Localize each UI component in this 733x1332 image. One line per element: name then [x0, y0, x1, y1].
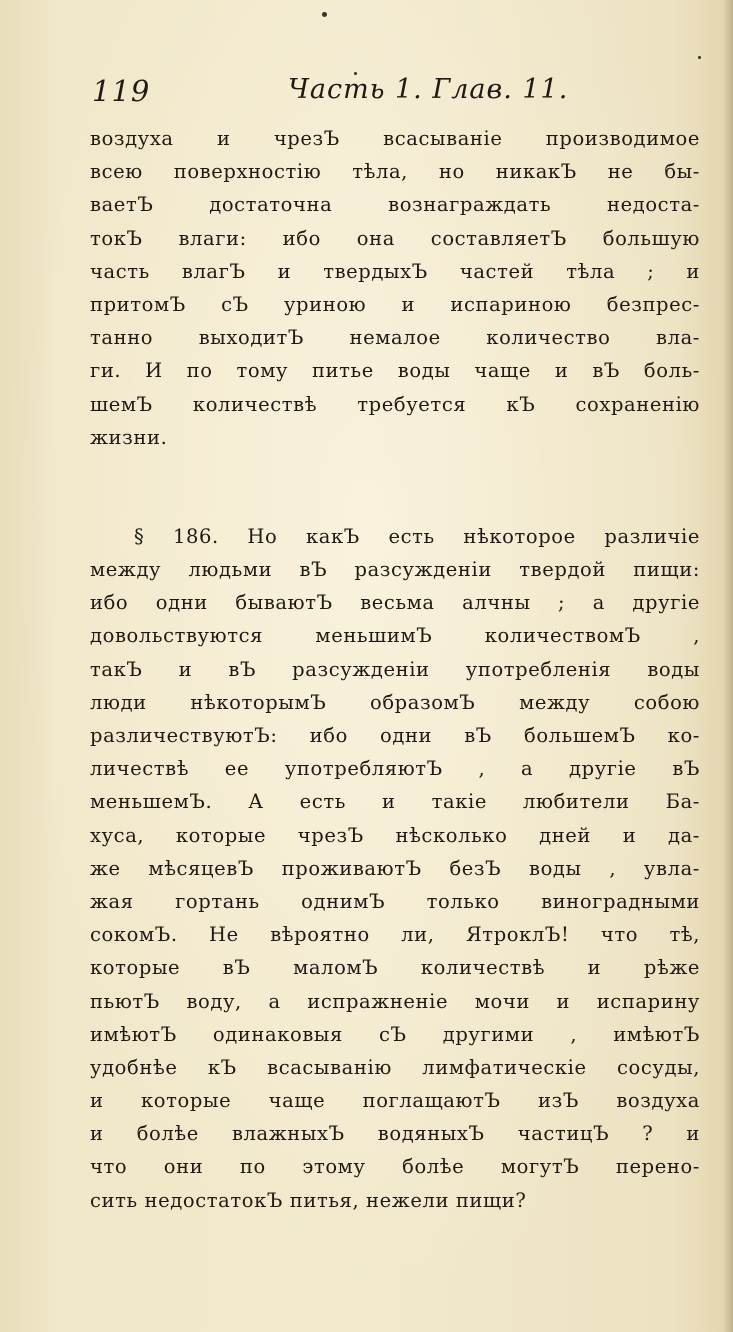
text-line: § 186. Но какЪ есть нѣкоторое различіе [134, 524, 700, 548]
body-text [90, 122, 700, 1217]
text-line: притомЪ сЪ уриною и испариною безпрес- [90, 292, 700, 316]
text-line: различествуютЪ: ибо одни вЪ большемЪ ко- [90, 724, 700, 747]
text-line: которые вЪ маломЪ количествѣ и рѣже [90, 956, 700, 980]
paragraph-gap [90, 454, 700, 520]
text-line: между людьми вЪ разсужденіи твердой пищи: [90, 558, 700, 582]
ink-speck [698, 56, 701, 59]
text-line: такЪ и вЪ разсужденіи употребленія воды [90, 657, 700, 681]
text-line: хуса, которые чрезЪ нѣсколько дней и да- [90, 823, 700, 847]
page-edge-shadow [723, 0, 733, 1332]
text-line: ваетЪ достаточна вознаграждать недоста- [90, 193, 700, 217]
text-line: пьютЪ воду, а испражненіе мочи и испарину [90, 989, 700, 1013]
text-line: жизни. [90, 425, 168, 449]
text-line: удобнѣе кЪ всасыванію лимфатическіе сосуды, [90, 1055, 700, 1079]
text-line: имѣютЪ одинаковыя сЪ другими , имѣютЪ [90, 1022, 700, 1046]
text-line: шемЪ количествѣ требуется кЪ сохраненію [90, 392, 700, 416]
text-line: меньшемЪ. А есть и такіе любители Ба- [90, 790, 700, 814]
text-line: и болѣе влажныхЪ водяныхЪ частицЪ ? и [90, 1122, 700, 1146]
text-line: всею поверхностію тѣла, но никакЪ не бы- [90, 160, 700, 184]
paragraph-2 [90, 520, 700, 1217]
page-header [92, 74, 572, 114]
text-line: ибо одни бываютЪ весьма алчны ; а другіе [90, 591, 700, 615]
text-line: часть влагЪ и твердыхЪ частей тѣла ; и [90, 259, 700, 283]
text-line: сить недостатокЪ питья, нежели пищи? [90, 1188, 527, 1212]
text-line: ги. И по тому питье воды чаще и вЪ боль- [90, 359, 700, 383]
text-line: личествѣ ее употребляютЪ , а другіе вЪ [90, 757, 700, 781]
running-head: Часть 1. Глав. 11. [288, 74, 569, 105]
text-line: токЪ влаги: ибо она составляетЪ большую [90, 226, 700, 250]
paragraph-1 [90, 122, 700, 454]
text-line: что они по этому болѣе могутЪ перено- [90, 1155, 700, 1179]
text-line: жая гортань однимЪ только виноградными [90, 889, 700, 913]
text-line: довольствуются меньшимЪ количествомЪ , [90, 624, 700, 648]
text-line: сокомЪ. Не вѣроятно ли, ЯтроклЪ! что тѣ, [90, 923, 700, 947]
page-number: 119 [92, 74, 151, 108]
text-line: танно выходитЪ немалое количество вла- [90, 326, 700, 350]
text-line: люди нѣкоторымЪ образомЪ между собою [90, 690, 700, 714]
text-line: же мѣсяцевЪ проживаютЪ безЪ воды , увла- [90, 856, 700, 880]
ink-speck [322, 12, 327, 17]
text-line: и которые чаще поглащаютЪ изЪ воздуха [90, 1089, 700, 1113]
text-line: воздуха и чрезЪ всасываніе производимое [90, 127, 700, 150]
